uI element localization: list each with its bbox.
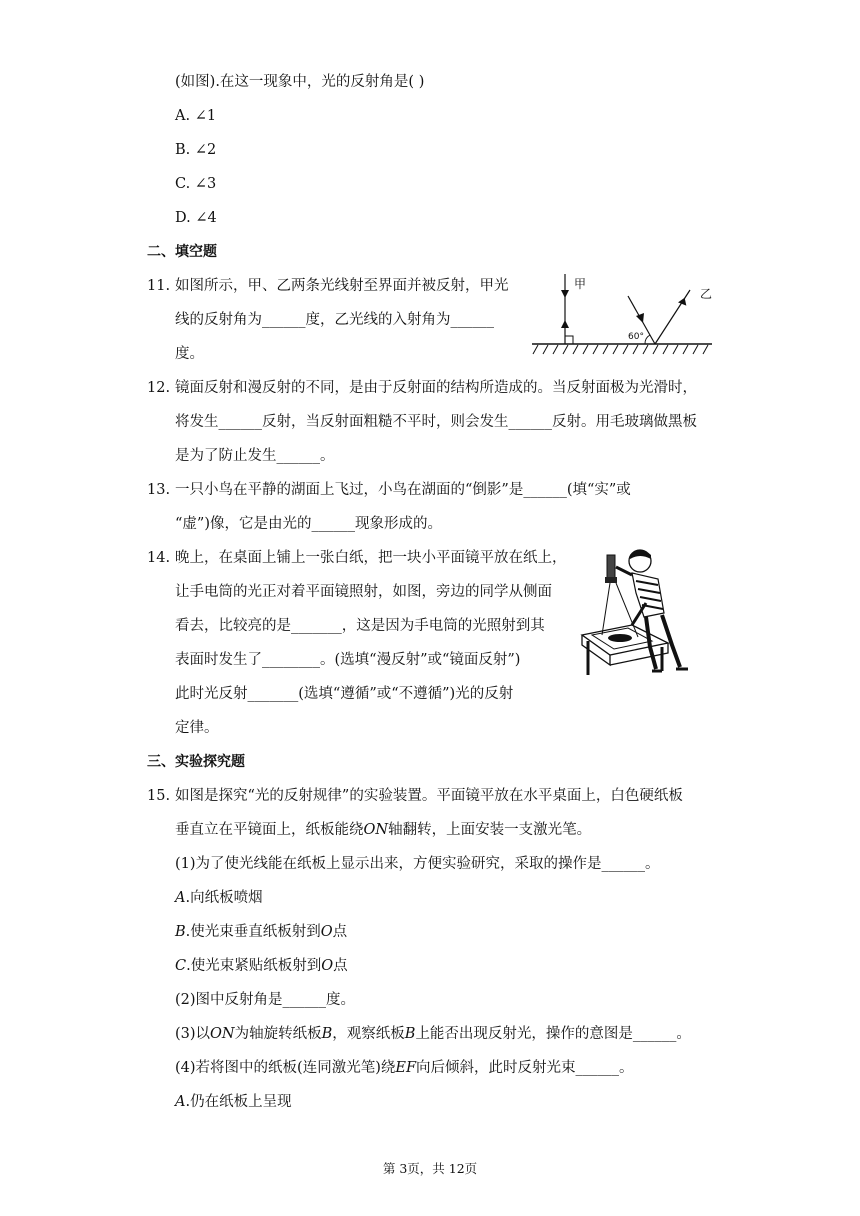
q11-reflection-figure [530,268,715,358]
q10-option-a: A. ∠1 [175,108,217,124]
q14-line-5: 此时光反射_______(选填“遵循”或“不遵循”)光的反射 [175,686,514,702]
q15-part-4-option-a: A.仍在纸板上呈现 [175,1094,292,1110]
q11-line-3: 度。 [175,346,204,362]
q14-line-6: 定律。 [175,720,219,736]
q11-line-2: 线的反射角为______度，乙光线的入射角为______ [175,312,494,328]
label-yi: 乙 [700,287,713,301]
mirror [608,634,632,642]
q12-line-2: 将发生______反射，当反射面粗糙不平时，则会发生______反射。用毛玻璃做黑板 [175,414,697,430]
label-jia: 甲 [574,277,587,291]
q10-option-b: B. ∠2 [175,142,217,158]
q15-part-3: (3)以ON为轴旋转纸板B，观察纸板B上能否出现反射光，操作的意图是______。 [175,1026,691,1042]
q14-line-4: 表面时发生了________。(选填“漫反射”或“镜面反射”) [175,652,521,668]
q11-line-1: 如图所示，甲、乙两条光线射至界面并被反射，甲光 [175,278,509,294]
q13-line-2: “虚”)像，它是由光的______现象形成的。 [175,516,442,532]
q12-line-1: 镜面反射和漫反射的不同，是由于反射面的结构所造成的。当反射面极为光滑时， [175,380,697,396]
q14-line-3: 看去，比较亮的是_______，这是因为手电筒的光照射到其 [175,618,545,634]
q15-part-4: (4)若将图中的纸板(连同激光笔)绕EF向后倾斜，此时反射光束______。 [175,1060,634,1076]
ray-yi [655,290,690,344]
q10-option-d: D. ∠4 [175,210,217,226]
q10-option-c: C. ∠3 [175,176,217,192]
q14-flashlight-illustration [580,543,700,675]
student-shirt [632,573,664,617]
q15-number: 15. [147,788,171,804]
page-footer: 第 3页，共 12页 [382,1161,478,1176]
q14-line-2: 让手电筒的光正对着平面镜照射，如图，旁边的同学从侧面 [175,584,552,600]
q12-line-3: 是为了防止发生______。 [175,448,335,464]
angle-label: 60° [628,332,644,342]
section-heading-experiment: 三、实验探究题 [147,754,245,770]
q15-option-a: A.向纸板喷烟 [175,890,263,906]
q14-number: 14. [147,550,171,566]
q10-continuation: (如图).在这一现象中，光的反射角是( ) [175,74,425,90]
q15-part-2: (2)图中反射角是______度。 [175,992,356,1008]
q11-number: 11. [147,278,171,294]
q15-line-1: 如图是探究“光的反射规律”的实验装置。平面镜平放在水平桌面上，白色硬纸板 [175,788,683,804]
q12-number: 12. [147,380,171,396]
q15-line-2: 垂直立在平镜面上，纸板能绕ON轴翻转，上面安装一支激光笔。 [175,822,592,838]
q15-option-c: C.使光束紧贴纸板射到O点 [175,958,348,974]
q15-part-1: (1)为了使光线能在纸板上显示出来，方便实验研究，采取的操作是______。 [175,856,660,872]
q13-line-1: 一只小鸟在平静的湖面上飞过，小鸟在湖面的“倒影”是______(填“实”或 [175,482,631,498]
q15-option-b: B.使光束垂直纸板射到O点 [175,924,348,940]
q14-line-1: 晚上，在桌面上铺上一张白纸，把一块小平面镜平放在纸上， [175,550,567,566]
section-heading-fill-blank: 二、填空题 [147,244,217,260]
q13-number: 13. [147,482,171,498]
